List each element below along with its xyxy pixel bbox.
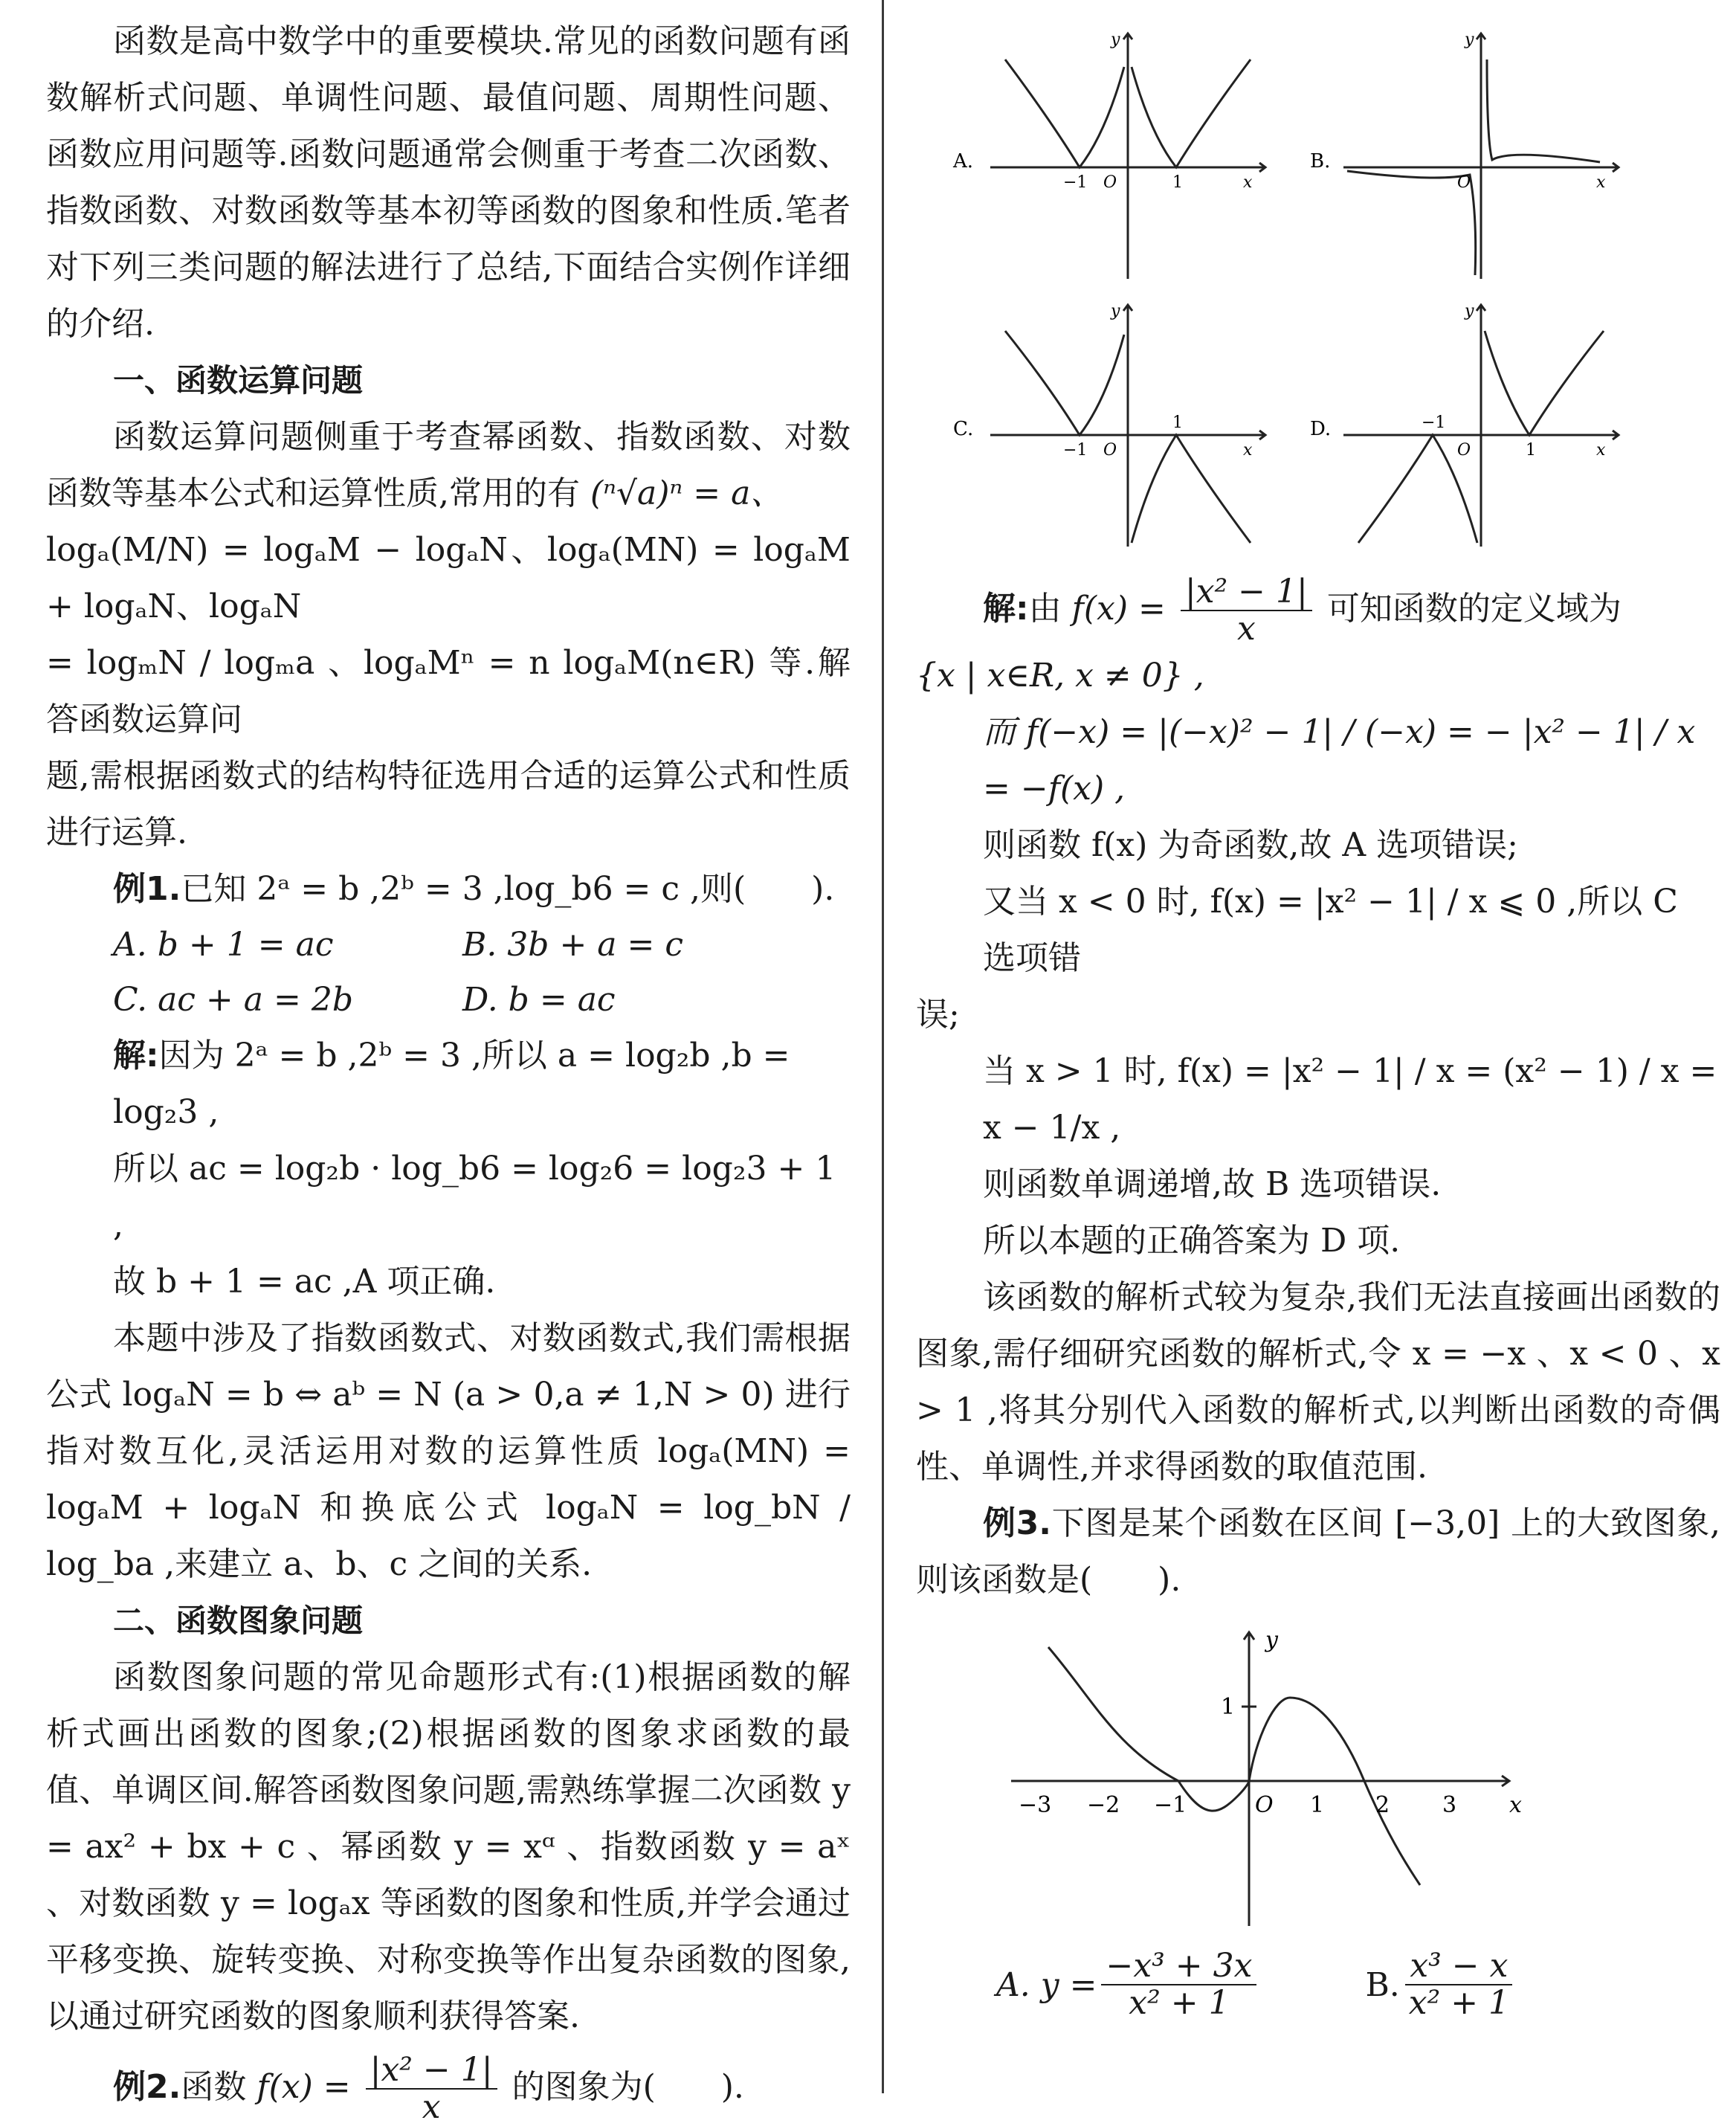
ex3-ytick-1: 1	[1221, 1694, 1236, 1720]
column-divider	[882, 0, 884, 2093]
formula-log-line1: logₐ(M/N) = logₐM − logₐN、logₐ(MN) = logₐM + logₐN、logₐN	[46, 531, 851, 625]
graph-a-tick-neg1: −1	[1063, 173, 1088, 192]
graph-b-y: y	[1465, 30, 1474, 49]
ex3-option-b-pre: B.	[1365, 1965, 1400, 2004]
example2-odd-conclusion: 则函数 f(x) 为奇函数,故 A 选项错误;	[983, 825, 1518, 864]
section1-title: 一、函数运算问题	[113, 362, 364, 399]
example3-graph	[989, 1617, 1569, 1930]
graph-b-origin: O	[1457, 173, 1471, 192]
ex3-option-a-frac: $\frac{\text{−x³ + 3x}}{\text{x² + 1}}$	[1101, 1948, 1256, 2022]
ex3-option-a-pre: A. y =	[996, 1965, 1097, 2004]
intro-paragraph: 函数是高中数学中的重要模块.常见的函数问题有函数解析式问题、单调性问题、最值问题、周期性问题、函数应用问题等.函数问题通常会侧重于考查二次函数、指数函数、对数函数等基本初等函数的图象和性质.笔者对下列三类问题的解法进行了总结,下面结合实例作详细的介绍.	[46, 22, 851, 343]
graph-c-label: C.	[953, 418, 974, 440]
ex3-origin: O	[1255, 1792, 1274, 1818]
example1-options-row1	[46, 918, 851, 973]
graph-b-x: x	[1596, 173, 1606, 192]
graph-a-y: y	[1111, 30, 1120, 49]
graph-b	[1343, 33, 1619, 279]
ex3-x-label: x	[1509, 1792, 1522, 1818]
ex3-tick-neg3: −3	[1019, 1792, 1052, 1818]
graph-d	[1343, 305, 1619, 547]
graph-b-label: B.	[1310, 150, 1331, 173]
section1-paragraph-b: 题,需根据函数式的结构特征选用合适的运算公式和性质进行运算.	[46, 757, 851, 851]
graph-c-tick-1: 1	[1172, 413, 1183, 432]
example1-option-d: D. b = ac	[462, 981, 616, 1019]
example2-negative-cont: 误;	[916, 995, 960, 1034]
example1-solution-3: 故 b + 1 = ac ,A 项正确.	[113, 1263, 496, 1301]
graph-a-x: x	[1243, 173, 1253, 192]
example2-gt1-conclusion: 则函数单调递增,故 B 选项错误.	[983, 1165, 1442, 1203]
graph-a-tick-1: 1	[1172, 173, 1183, 192]
example3-options	[996, 1948, 1518, 2022]
graph-d-origin: O	[1457, 441, 1471, 460]
graph-d-tick-neg1: −1	[1422, 413, 1446, 432]
example2-note: 该函数的解析式较为复杂,我们无法直接画出函数的图象,需仔细研究函数的解析式,令 x = −x 、x < 0 、x > 1 ,将其分别代入函数的解析式,以判断出函数的奇偶性、单调性,并求得函数的取值范围.	[916, 1278, 1720, 1486]
right-column-text	[916, 574, 1720, 1608]
ex3-option-b-frac: $\frac{\text{x³ − x}}{\text{x² + 1}}$	[1404, 1948, 1514, 2022]
left-column	[46, 13, 851, 2126]
graph-c-origin: O	[1103, 441, 1117, 460]
example1-question: 例1.已知 2ᵃ = b ,2ᵇ = 3 ,log_b6 = c ,则( ).	[113, 870, 835, 908]
ex3-tick-1: 1	[1310, 1792, 1325, 1818]
example2-answer: 所以本题的正确答案为 D 项.	[983, 1221, 1401, 1260]
graph-c-y: y	[1111, 302, 1120, 320]
example2-graphs	[916, 22, 1720, 558]
example2-odd-line: 而 f(−x) = |(−x)² − 1| / (−x) = − |x² − 1| / x = −f(x) ,	[983, 712, 1696, 808]
section2-title: 二、函数图象问题	[113, 1602, 364, 1639]
ex3-tick-neg2: −2	[1087, 1792, 1120, 1818]
example1-solution-1: 解:因为 2ᵃ = b ,2ᵇ = 3 ,所以 a = log₂b ,b = log₂3 ,	[113, 1037, 790, 1131]
graph-c	[990, 305, 1265, 547]
example1-option-a: A. b + 1 = ac	[113, 926, 334, 964]
example3-question: 例3.下图是某个函数在区间 [−3,0] 上的大致图象,则该函数是( ).	[916, 1504, 1720, 1599]
graph-c-x: x	[1243, 441, 1253, 460]
example2-question: 例2.函数 f(x) = $\frac{\text{|x² − 1|}}{x}$ 的图象为( ).	[113, 2051, 744, 2126]
graph-d-x: x	[1596, 441, 1606, 460]
ex3-tick-3: 3	[1442, 1792, 1457, 1818]
formula-root: (ⁿ√a)ⁿ = a、	[590, 474, 784, 512]
graph-a-origin: O	[1103, 173, 1117, 192]
formula-log-line2: = logₘN / logₘa 、logₐMⁿ = n logₐM(n∈R) 等.解答函数运算问	[46, 644, 851, 738]
example2-negative-line: 又当 x < 0 时, f(x) = |x² − 1| / x ⩽ 0 ,所以 C 选项错	[983, 882, 1678, 977]
graph-a-label: A.	[953, 150, 974, 173]
example1-note: 本题中涉及了指数函数式、对数函数式,我们需根据公式 logₐN = b ⇔ aᵇ = N (a > 0,a ≠ 1,N > 0) 进行指对数互化,灵活运用对数的运算性质 logₐ(MN) = logₐM + logₐN 和换底公式 logₐN = log_bN / log_ba ,来建立 a、b、c 之间的关系.	[46, 1319, 851, 1583]
graph-d-tick-1: 1	[1526, 441, 1536, 460]
example1-solution-2: 所以 ac = log₂b · log_b6 = log₂6 = log₂3 + 1 ,	[113, 1150, 836, 1244]
example2-gt1-line: 当 x > 1 时, f(x) = |x² − 1| / x = (x² − 1) / x = x − 1/x ,	[983, 1051, 1717, 1147]
section2-paragraph: 函数图象问题的常见命题形式有:(1)根据函数的解析式画出函数的图象;(2)根据函数的图象求函数的最值、单调区间.解答函数图象问题,需熟练掌握二次函数 y = ax² + bx + c 、幂函数 y = xᵅ 、指数函数 y = aˣ 、对数函数 y = logₐx 等函数的图象和性质,并学会通过平移变换、旋转变换、对称变换等作出复杂函数的图象,以通过研究函数的图象顺利获得答案.	[46, 1658, 851, 2035]
graph-d-label: D.	[1310, 418, 1332, 440]
example1-options-row2	[46, 973, 851, 1028]
graph-a	[990, 33, 1265, 279]
example1-option-c: C. ac + a = 2b	[113, 981, 354, 1019]
example1-option-b: B. 3b + a = c	[462, 926, 684, 964]
ex3-tick-neg1: −1	[1154, 1792, 1187, 1818]
graph-d-y: y	[1465, 302, 1474, 320]
ex3-tick-2: 2	[1375, 1792, 1390, 1818]
example2-domain: {x | x∈R, x ≠ 0} ,	[916, 656, 1204, 695]
section1-paragraph-a: 函数运算问题侧重于考查幂函数、指数函数、对数函数等基本公式和运算性质,常用的有 (ⁿ√a)ⁿ = a、	[46, 418, 851, 512]
graph-c-tick-neg1: −1	[1063, 441, 1088, 460]
ex3-y-label: y	[1265, 1627, 1278, 1653]
example2-solution-intro: 解:由 f(x) = $\frac{\text{|x² − 1|}}{x}$ 可知函数的定义域为	[983, 573, 1622, 648]
